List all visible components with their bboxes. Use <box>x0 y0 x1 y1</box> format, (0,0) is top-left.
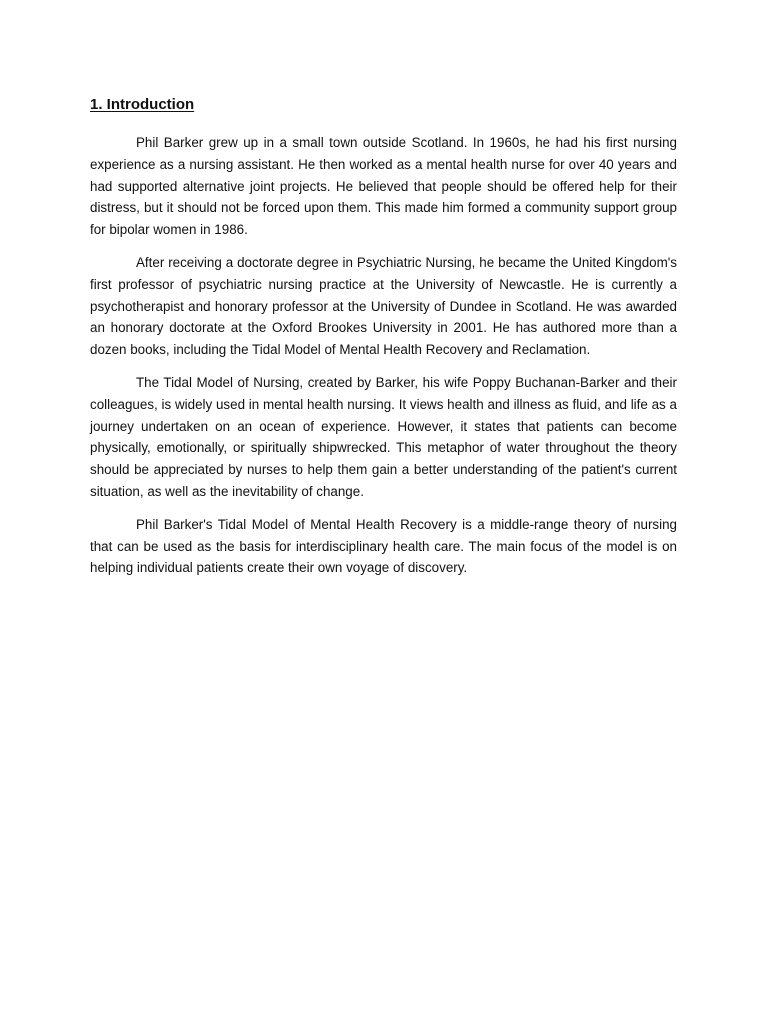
section-heading: 1. Introduction <box>90 96 195 113</box>
paragraph-1: Phil Barker grew up in a small town outside Scotland. In 1960s, he had his first nursing experience as a nursing assistant. He then worked as a mental health nurse for over 40 years and had supported alternative joint projects. He believed that people should be offered help for their distress, but it should not be forced upon them. This made him formed a community support group for bipolar women in 1986. <box>90 135 677 238</box>
paragraph-3: The Tidal Model of Nursing, created by Barker, his wife Poppy Buchanan-Barker and their colleagues, is widely used in mental health nursing. It views health and illness as fluid, and life as a journey undertaken on an ocean of experience. However, it states that patients can become physically, emotionally, or spiritually shipwrecked. This metaphor of water throughout the theory should be appreciated by nurses to help them gain a better understanding of the patient's current situation, as well as the inevitability of change. <box>90 374 677 499</box>
document-body <box>90 94 677 590</box>
paragraph-4: Phil Barker's Tidal Model of Mental Health Recovery is a middle-range theory of nursing that can be used as the basis for interdisciplinary health care. The main focus of the model is on helping individual patients create their own voyage of discovery. <box>90 516 677 576</box>
paragraph-2: After receiving a doctorate degree in Psychiatric Nursing, he became the United Kingdom's first professor of psychiatric nursing practice at the University of Newcastle. He is currently a psychotherapist and honorary professor at the University of Dundee in Scotland. He was awarded an honorary doctorate at the Oxford Brookes University in 2001. He has authored more than a dozen books, including the Tidal Model of Mental Health Recovery and Reclamation. <box>90 254 677 358</box>
